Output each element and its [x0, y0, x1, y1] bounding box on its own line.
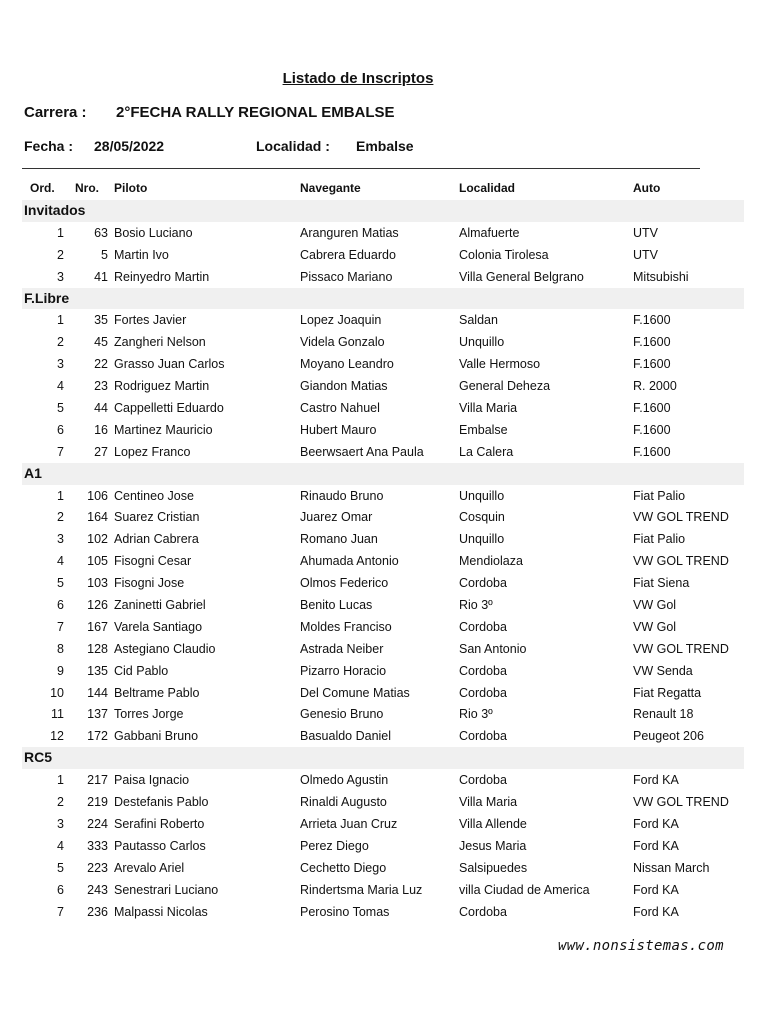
cell-navegante: Perosino Tomas: [300, 904, 390, 919]
cell-localidad: Unquillo: [459, 335, 505, 350]
header-navegante: Navegante: [300, 181, 361, 195]
category-header: [22, 200, 744, 222]
cell-auto: Ford KA: [633, 904, 679, 919]
cell-piloto: Fisogni Jose: [114, 576, 185, 591]
table-row: [22, 244, 744, 266]
cell-ord: 7: [57, 904, 64, 919]
cell-piloto: Senestrari Luciano: [114, 882, 219, 897]
cell-auto: Nissan March: [633, 860, 710, 875]
cell-navegante: Olmedo Agustin: [300, 773, 389, 788]
header-piloto: Piloto: [114, 181, 148, 195]
table-row: [22, 506, 744, 528]
table-row: [22, 441, 744, 463]
table-row: [22, 572, 744, 594]
cell-piloto: Martinez Mauricio: [114, 422, 213, 437]
cell-piloto: Astegiano Claudio: [114, 641, 216, 656]
cell-localidad: Villa Maria: [459, 795, 518, 810]
cell-nro: 103: [87, 576, 108, 591]
cell-localidad: Unquillo: [459, 532, 505, 547]
cell-localidad: Cordoba: [459, 729, 507, 744]
cell-nro: 137: [87, 707, 108, 722]
cell-nro: 135: [87, 663, 108, 678]
cell-ord: 12: [50, 729, 64, 744]
cell-navegante: Beerwsaert Ana Paula: [300, 444, 424, 459]
table-row: [22, 703, 744, 725]
cell-ord: 10: [50, 685, 64, 700]
cell-navegante: Hubert Mauro: [300, 422, 377, 437]
cell-localidad: Salsipuedes: [459, 860, 528, 875]
cell-auto: Mitsubishi: [633, 269, 689, 284]
cell-localidad: villa Ciudad de America: [459, 882, 590, 897]
cell-auto: Fiat Palio: [633, 488, 686, 503]
cell-ord: 5: [57, 860, 64, 875]
cell-navegante: Basualdo Daniel: [300, 729, 392, 744]
table-row: [22, 331, 744, 353]
table-row: [22, 901, 744, 923]
cell-navegante: Rindertsma Maria Luz: [300, 882, 423, 897]
cell-auto: R. 2000: [633, 379, 677, 394]
cell-localidad: Embalse: [459, 422, 508, 437]
cell-nro: 27: [94, 444, 108, 459]
cell-ord: 2: [57, 795, 64, 810]
cell-auto: Fiat Palio: [633, 532, 686, 547]
cell-navegante: Del Comune Matias: [300, 685, 410, 700]
table-row: [22, 682, 744, 704]
meta-line: [24, 138, 704, 158]
cell-piloto: Suarez Cristian: [114, 510, 200, 525]
cell-localidad: Cordoba: [459, 904, 507, 919]
cell-nro: 243: [87, 882, 108, 897]
cell-navegante: Pizarro Horacio: [300, 663, 387, 678]
cell-piloto: Zaninetti Gabriel: [114, 598, 206, 613]
cell-localidad: Cordoba: [459, 663, 507, 678]
header-divider: [22, 168, 700, 169]
race-label: Carrera :: [24, 104, 87, 121]
table-row: [22, 791, 744, 813]
cell-auto: Ford KA: [633, 816, 679, 831]
cell-piloto: Bosio Luciano: [114, 225, 193, 240]
cell-auto: VW GOL TREND: [633, 554, 729, 569]
cell-navegante: Cabrera Eduardo: [300, 247, 396, 262]
cell-ord: 9: [57, 663, 64, 678]
cell-nro: 236: [87, 904, 108, 919]
cell-nro: 5: [101, 247, 108, 262]
category-header: [22, 747, 744, 769]
cell-nro: 172: [87, 729, 108, 744]
table-row: [22, 550, 744, 572]
cell-localidad: Mendiolaza: [459, 554, 523, 569]
cell-navegante: Astrada Neiber: [300, 641, 384, 656]
cell-ord: 2: [57, 510, 64, 525]
cell-navegante: Genesio Bruno: [300, 707, 384, 722]
cell-nro: 16: [94, 422, 108, 437]
cell-ord: 2: [57, 247, 64, 262]
cell-localidad: Unquillo: [459, 488, 505, 503]
cell-nro: 217: [87, 773, 108, 788]
cell-navegante: Olmos Federico: [300, 576, 389, 591]
table-row: [22, 725, 744, 747]
cell-navegante: Pissaco Mariano: [300, 269, 393, 284]
cell-nro: 126: [87, 598, 108, 613]
date-label: Fecha :: [24, 138, 74, 154]
cell-auto: F.1600: [633, 401, 671, 416]
cell-auto: F.1600: [633, 444, 671, 459]
cell-nro: 45: [94, 335, 108, 350]
cell-navegante: Videla Gonzalo: [300, 335, 385, 350]
table-row: [22, 594, 744, 616]
table-row: [22, 222, 744, 244]
table-row: [22, 638, 744, 660]
cell-piloto: Zangheri Nelson: [114, 335, 206, 350]
cell-localidad: Cordoba: [459, 685, 507, 700]
cell-piloto: Arevalo Ariel: [114, 860, 185, 875]
table-row: [22, 419, 744, 441]
cell-navegante: Lopez Joaquin: [300, 313, 382, 328]
cell-navegante: Cechetto Diego: [300, 860, 387, 875]
table-row: [22, 309, 744, 331]
cell-ord: 6: [57, 598, 64, 613]
header-ord: Ord.: [30, 181, 55, 195]
cell-navegante: Moyano Leandro: [300, 357, 394, 372]
cell-navegante: Ahumada Antonio: [300, 554, 399, 569]
cell-nro: 106: [87, 488, 108, 503]
cell-piloto: Beltrame Pablo: [114, 685, 200, 700]
cell-auto: Renault 18: [633, 707, 694, 722]
category-name: RC5: [24, 749, 53, 766]
cell-auto: VW Gol: [633, 598, 677, 613]
cell-piloto: Rodriguez Martin: [114, 379, 210, 394]
table-row: [22, 857, 744, 879]
cell-piloto: Varela Santiago: [114, 619, 203, 634]
table-row: [22, 375, 744, 397]
cell-nro: 23: [94, 379, 108, 394]
cell-localidad: Cosquin: [459, 510, 505, 525]
cell-localidad: Cordoba: [459, 773, 507, 788]
cell-nro: 219: [87, 795, 108, 810]
cell-nro: 223: [87, 860, 108, 875]
cell-navegante: Rinaudo Bruno: [300, 488, 384, 503]
document-title: Listado de Inscriptos: [282, 70, 434, 87]
cell-auto: Ford KA: [633, 773, 679, 788]
cell-nro: 128: [87, 641, 108, 656]
cell-ord: 5: [57, 576, 64, 591]
cell-localidad: San Antonio: [459, 641, 527, 656]
cell-piloto: Destefanis Pablo: [114, 795, 209, 810]
cell-navegante: Benito Lucas: [300, 598, 373, 613]
cell-navegante: Arrieta Juan Cruz: [300, 816, 398, 831]
cell-piloto: Cappelletti Eduardo: [114, 401, 224, 416]
cell-piloto: Centineo Jose: [114, 488, 194, 503]
race-name: 2°FECHA RALLY REGIONAL EMBALSE: [116, 104, 395, 121]
table-row: [22, 616, 744, 638]
table-row: [22, 266, 744, 288]
cell-ord: 1: [57, 225, 64, 240]
cell-localidad: Villa Allende: [459, 816, 527, 831]
table-row: [22, 835, 744, 857]
cell-auto: F.1600: [633, 335, 671, 350]
cell-nro: 164: [87, 510, 108, 525]
header-nro: Nro.: [75, 181, 99, 195]
cell-navegante: Moldes Franciso: [300, 619, 392, 634]
cell-auto: Ford KA: [633, 838, 679, 853]
table-row: [22, 397, 744, 419]
cell-nro: 102: [87, 532, 108, 547]
cell-piloto: Martin Ivo: [114, 247, 169, 262]
header-auto: Auto: [633, 181, 661, 195]
race-line: [24, 104, 395, 121]
table-row: [22, 879, 744, 901]
header-localidad: Localidad: [459, 181, 516, 195]
cell-nro: 105: [87, 554, 108, 569]
cell-ord: 3: [57, 357, 64, 372]
category-name: Invitados: [24, 202, 86, 218]
cell-ord: 4: [57, 379, 64, 394]
cell-navegante: Perez Diego: [300, 838, 369, 853]
cell-auto: F.1600: [633, 313, 671, 328]
cell-auto: UTV: [633, 247, 658, 262]
table-row: [22, 769, 744, 791]
cell-nro: 224: [87, 816, 108, 831]
cell-auto: Fiat Siena: [633, 576, 690, 591]
category-name: F.Libre: [24, 289, 70, 306]
cell-ord: 8: [57, 641, 64, 656]
cell-auto: UTV: [633, 225, 658, 240]
table-row: [22, 528, 744, 550]
cell-nro: 41: [94, 269, 108, 284]
table-row: [22, 660, 744, 682]
table-row: [22, 485, 744, 507]
cell-ord: 11: [51, 707, 64, 722]
cell-nro: 167: [87, 619, 108, 634]
cell-auto: VW GOL TREND: [633, 510, 729, 525]
cell-piloto: Paisa Ignacio: [114, 773, 190, 788]
cell-navegante: Rinaldi Augusto: [300, 795, 387, 810]
cell-nro: 35: [94, 313, 108, 328]
cell-ord: 1: [57, 488, 64, 503]
cell-piloto: Malpassi Nicolas: [114, 904, 208, 919]
cell-ord: 3: [57, 816, 64, 831]
cell-ord: 7: [57, 444, 64, 459]
cell-piloto: Cid Pablo: [114, 663, 169, 678]
table-header: [22, 178, 744, 200]
cell-localidad: Villa Maria: [459, 401, 518, 416]
locality-label: Localidad :: [256, 138, 330, 154]
cell-nro: 22: [94, 357, 108, 372]
cell-nro: 44: [94, 401, 108, 416]
cell-localidad: Jesus Maria: [459, 838, 527, 853]
cell-piloto: Fortes Javier: [114, 313, 187, 328]
cell-auto: VW Senda: [633, 663, 693, 678]
cell-piloto: Gabbani Bruno: [114, 729, 199, 744]
cell-piloto: Pautasso Carlos: [114, 838, 206, 853]
cell-nro: 333: [87, 838, 108, 853]
cell-auto: VW Gol: [633, 619, 677, 634]
cell-localidad: Valle Hermoso: [459, 357, 541, 372]
table-body: [22, 200, 744, 922]
cell-auto: Fiat Regatta: [633, 685, 702, 700]
cell-nro: 144: [87, 685, 108, 700]
cell-ord: 4: [57, 838, 64, 853]
cell-auto: Ford KA: [633, 882, 679, 897]
cell-ord: 2: [57, 335, 64, 350]
cell-ord: 7: [57, 619, 64, 634]
locality-value: Embalse: [356, 138, 414, 154]
cell-piloto: Lopez Franco: [114, 444, 191, 459]
cell-ord: 3: [57, 269, 64, 284]
cell-auto: VW GOL TREND: [633, 795, 729, 810]
cell-piloto: Grasso Juan Carlos: [114, 357, 225, 372]
cell-localidad: Colonia Tirolesa: [459, 247, 549, 262]
cell-navegante: Castro Nahuel: [300, 401, 380, 416]
cell-localidad: Almafuerte: [459, 225, 520, 240]
cell-navegante: Juarez Omar: [300, 510, 373, 525]
cell-localidad: Cordoba: [459, 576, 507, 591]
cell-localidad: Rio 3º: [459, 598, 493, 613]
cell-localidad: Cordoba: [459, 619, 507, 634]
cell-auto: F.1600: [633, 357, 671, 372]
category-name: A1: [24, 464, 42, 481]
cell-ord: 5: [57, 401, 64, 416]
cell-ord: 6: [57, 422, 64, 437]
cell-localidad: La Calera: [459, 444, 514, 459]
date-value: 28/05/2022: [94, 138, 165, 154]
cell-auto: VW GOL TREND: [633, 641, 729, 656]
category-header: [22, 463, 744, 485]
cell-piloto: Serafini Roberto: [114, 816, 205, 831]
cell-auto: Peugeot 206: [633, 729, 704, 744]
cell-ord: 3: [57, 532, 64, 547]
cell-piloto: Adrian Cabrera: [114, 532, 199, 547]
cell-localidad: Saldan: [459, 313, 498, 328]
cell-nro: 63: [94, 225, 108, 240]
cell-ord: 4: [57, 554, 64, 569]
entries-table: [22, 178, 744, 922]
cell-localidad: General Deheza: [459, 379, 551, 394]
cell-navegante: Giandon Matias: [300, 379, 388, 394]
cell-auto: F.1600: [633, 422, 671, 437]
cell-localidad: Rio 3º: [459, 707, 493, 722]
table-row: [22, 813, 744, 835]
cell-piloto: Torres Jorge: [114, 707, 184, 722]
cell-localidad: Villa General Belgrano: [459, 269, 584, 284]
table-row: [22, 353, 744, 375]
cell-ord: 6: [57, 882, 64, 897]
cell-navegante: Aranguren Matias: [300, 225, 399, 240]
cell-navegante: Romano Juan: [300, 532, 378, 547]
cell-ord: 1: [57, 773, 64, 788]
cell-ord: 1: [57, 313, 64, 328]
cell-piloto: Reinyedro Martin: [114, 269, 210, 284]
cell-piloto: Fisogni Cesar: [114, 554, 192, 569]
footer-website: www.nonsistemas.com: [558, 938, 724, 954]
category-header: [22, 288, 744, 310]
